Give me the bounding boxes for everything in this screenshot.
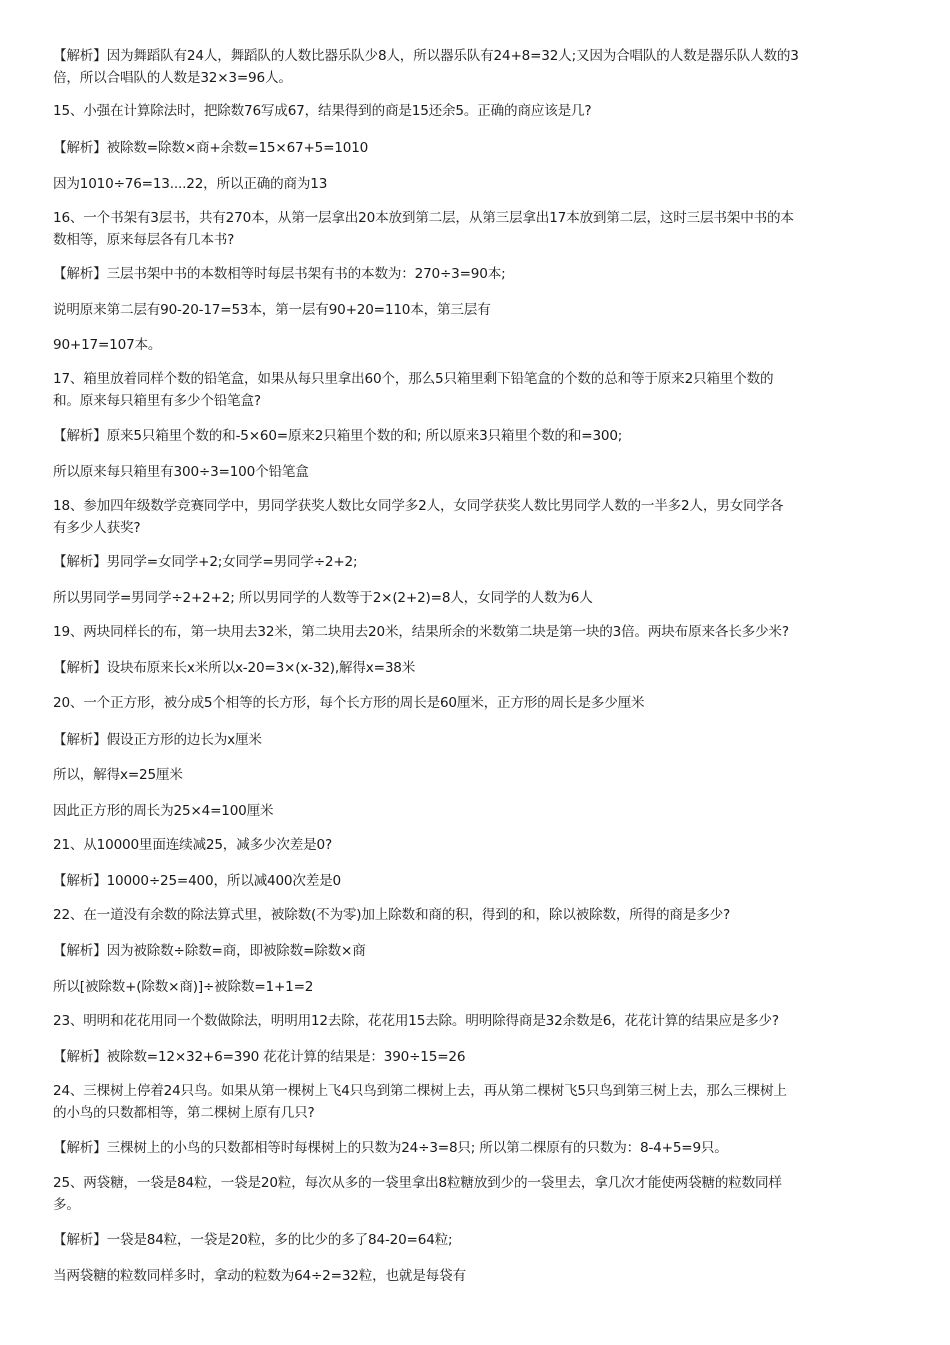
text-line: 【解析】被除数=除数×商+余数=15×67+5=1010 (53, 140, 369, 156)
text-line: 【解析】假设正方形的边长为x厘米 (53, 732, 262, 748)
text-line: 【解析】设块布原来长x米所以x-20=3×(x-32),解得x=38米 (53, 660, 416, 676)
text-line: 90+17=107本。 (53, 337, 162, 353)
text-line: 17、箱里放着同样个数的铅笔盒，如果从每只里拿出60个，那么5只箱里剩下铅笔盒的个数的总和等于原来2只箱里个数的 (53, 371, 774, 387)
text-line: 说明原来第二层有90-20-17=53本，第一层有90+20=110本，第三层有 (53, 302, 491, 318)
text-line: 所以男同学=男同学÷2+2+2; 所以男同学的人数等于2×(2+2)=8人，女同学的人数为6人 (53, 590, 593, 606)
text-line: 【解析】被除数=12×32+6=390 花花计算的结果是：390÷15=26 (53, 1049, 466, 1065)
text-line: 20、一个正方形，被分成5个相等的长方形，每个长方形的周长是60厘米，正方形的周长是多少厘米 (53, 695, 645, 711)
text-line: 当两袋糖的粒数同样多时，拿动的粒数为64÷2=32粒，也就是每袋有 (53, 1268, 466, 1284)
text-line: 多。 (53, 1197, 80, 1213)
text-line: 23、明明和花花用同一个数做除法，明明用12去除，花花用15去除。明明除得商是32余数是6，花花计算的结果应是多少? (53, 1013, 779, 1029)
text-line: 所以[被除数+(除数×商)]÷被除数=1+1=2 (53, 979, 314, 995)
text-line: 和。原来每只箱里有多少个铅笔盒? (53, 393, 261, 409)
text-line: 18、参加四年级数学竞赛同学中，男同学获奖人数比女同学多2人，女同学获奖人数比男同学人数的一半多2人，男女同学各 (53, 498, 784, 514)
text-line: 【解析】因为被除数÷除数=商，即被除数=除数×商 (53, 943, 366, 959)
text-line: 【解析】10000÷25=400，所以减400次差是0 (53, 873, 341, 889)
text-line: 19、两块同样长的布，第一块用去32米，第二块用去20米，结果所余的米数第二块是第一块的3倍。两块布原来各长多少米? (53, 624, 789, 640)
text-line: 16、一个书架有3层书，共有270本，从第一层拿出20本放到第二层，从第三层拿出17本放到第二层，这时三层书架中书的本 (53, 210, 794, 226)
text-line: 【解析】三层书架中书的本数相等时每层书架有书的本数为：270÷3=90本; (53, 266, 506, 282)
text-line: 24、三棵树上停着24只鸟。如果从第一棵树上飞4只鸟到第二棵树上去，再从第二棵树飞5只鸟到第三树上去，那么三棵树上 (53, 1083, 787, 1099)
text-line: 数相等，原来每层各有几本书? (53, 232, 235, 248)
text-line: 因此正方形的周长为25×4=100厘米 (53, 803, 274, 819)
text-line: 15、小强在计算除法时，把除数76写成67，结果得到的商是15还余5。正确的商应该是几? (53, 103, 592, 119)
text-line: 的小鸟的只数都相等，第二棵树上原有几只? (53, 1105, 315, 1121)
text-line: 【解析】原来5只箱里个数的和-5×60=原来2只箱里个数的和; 所以原来3只箱里个数的和=300; (53, 428, 623, 444)
text-line: 所以原来每只箱里有300÷3=100个铅笔盒 (53, 464, 309, 480)
text-line: 21、从10000里面连续减25，减多少次差是0? (53, 837, 333, 853)
text-line: 22、在一道没有余数的除法算式里，被除数(不为零)加上除数和商的积，得到的和，除以被除数，所得的商是多少? (53, 907, 731, 923)
text-line: 【解析】三棵树上的小鸟的只数都相等时每棵树上的只数为24÷3=8只; 所以第二棵原有的只数为：8-4+5=9只。 (53, 1140, 728, 1156)
text-line: 【解析】一袋是84粒，一袋是20粒，多的比少的多了84-20=64粒; (53, 1232, 453, 1248)
text-line: 倍，所以合唱队的人数是32×3=96人。 (53, 70, 292, 86)
text-line: 所以，解得x=25厘米 (53, 767, 183, 783)
text-line: 因为1010÷76=13....22，所以正确的商为13 (53, 176, 328, 192)
text-line: 25、两袋糖，一袋是84粒，一袋是20粒，每次从多的一袋里拿出8粒糖放到少的一袋里去，拿几次才能使两袋糖的粒数同样 (53, 1175, 782, 1191)
text-line: 【解析】因为舞蹈队有24人，舞蹈队的人数比器乐队少8人，所以器乐队有24+8=32人;又因为合唱队的人数是器乐队人数的3 (53, 48, 799, 64)
text-line: 有多少人获奖? (53, 520, 141, 536)
text-line: 【解析】男同学=女同学+2;女同学=男同学÷2+2; (53, 554, 358, 570)
